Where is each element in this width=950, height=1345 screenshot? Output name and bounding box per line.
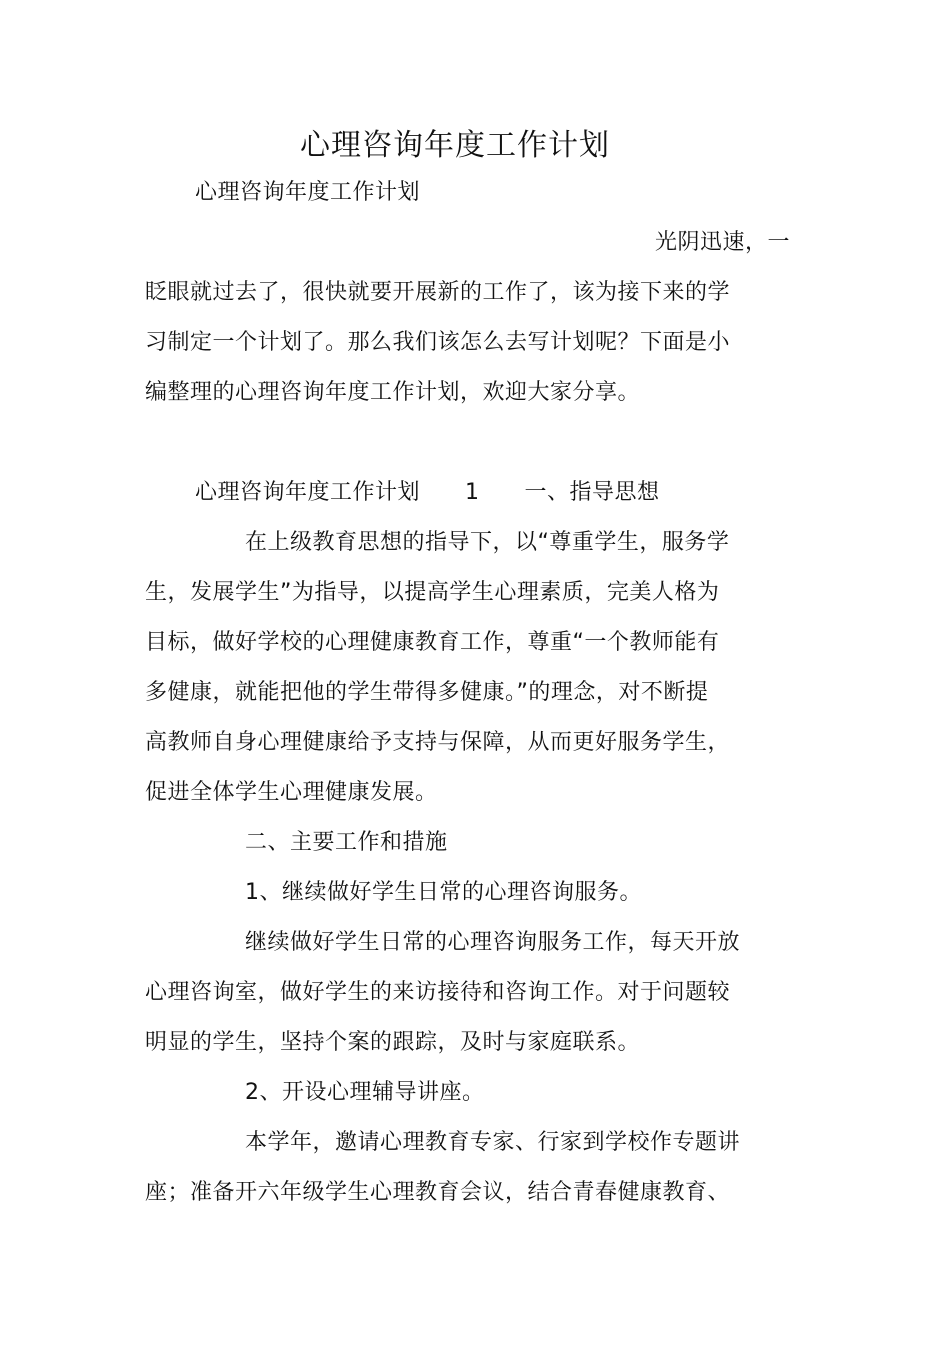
paragraph-line: 眨眼就过去了，很快就要开展新的工作了，该为接下来的学 xyxy=(145,280,731,305)
paragraph-line: 生，发展学生”为指导，以提高学生心理素质，完美人格为 xyxy=(145,580,720,605)
section-heading-line: 二、主要工作和措施 xyxy=(245,830,448,855)
paragraph-line: 多健康，就能把他的学生带得多健康。”的理念，对不断提 xyxy=(145,680,709,705)
paragraph-line: 明显的学生，坚持个案的跟踪，及时与家庭联系。 xyxy=(145,1030,641,1055)
paragraph-line: 心理咨询室，做好学生的来访接待和咨询工作。对于问题较 xyxy=(145,980,731,1005)
section-heading-line: 心理咨询年度工作计划 1 一、指导思想 xyxy=(195,480,660,505)
document-title: 心理咨询年度工作计划 xyxy=(300,128,610,163)
paragraph-line: 座；准备开六年级学生心理教育会议，结合青春健康教育、 xyxy=(145,1180,731,1205)
paragraph-line: 光阴迅速，一 xyxy=(655,230,791,255)
paragraph-line: 高教师自身心理健康给予支持与保障，从而更好服务学生， xyxy=(145,730,731,755)
subtitle-line: 心理咨询年度工作计划 xyxy=(195,180,421,205)
paragraph-line: 目标，做好学校的心理健康教育工作，尊重“一个教师能有 xyxy=(145,630,720,655)
paragraph-line: 编整理的心理咨询年度工作计划，欢迎大家分享。 xyxy=(145,380,641,405)
paragraph-line: 习制定一个计划了。那么我们该怎么去写计划呢？下面是小 xyxy=(145,330,731,355)
subsection-heading-line: 1、继续做好学生日常的心理咨询服务。 xyxy=(245,880,642,905)
paragraph-line: 促进全体学生心理健康发展。 xyxy=(145,780,438,805)
subsection-heading-line: 2、开设心理辅导讲座。 xyxy=(245,1080,485,1105)
paragraph-line: 在上级教育思想的指导下，以“尊重学生，服务学 xyxy=(245,530,730,555)
paragraph-line: 继续做好学生日常的心理咨询服务工作，每天开放 xyxy=(245,930,741,955)
paragraph-line: 本学年，邀请心理教育专家、行家到学校作专题讲 xyxy=(245,1130,741,1155)
